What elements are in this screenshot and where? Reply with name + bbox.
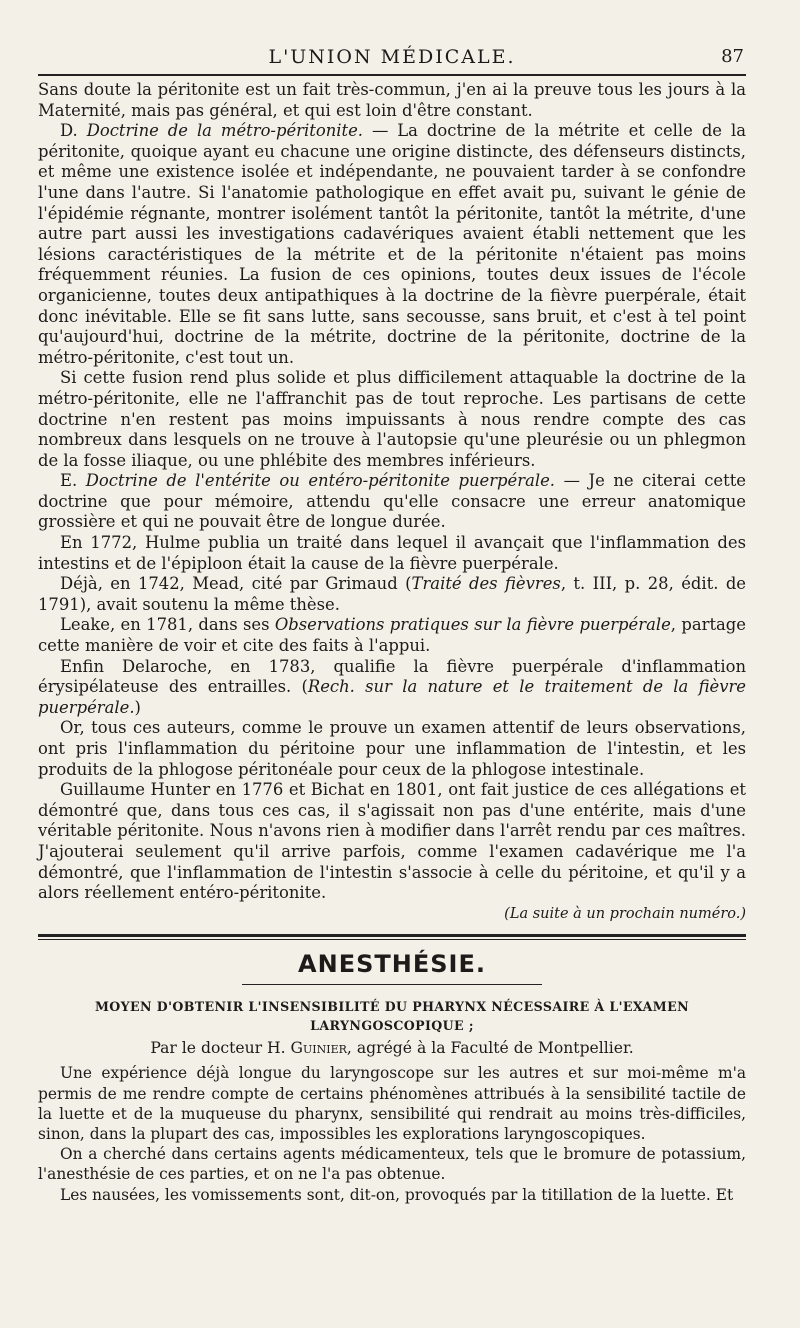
byline-prefix: Par le docteur: [150, 1039, 268, 1058]
delaroche-citation: Rech. sur la nature et le traitement de la fièvre puerpérale.: [38, 677, 746, 717]
section-e-paragraph: [38, 471, 746, 533]
author-name: H. Guinier: [267, 1039, 347, 1058]
mead-paragraph: [38, 574, 746, 615]
mead-citation: Traité des fièvres: [411, 574, 561, 594]
delaroche-text-a: Enfin Delaroche, en 1783, qualifie la fièvre puerpérale d'inflammation érysipélateuse des entrailles. (: [38, 656, 746, 697]
section-e-text: — Je ne citerai cette doctrine que pour mémoire, attendu qu'elle consacre une erreur anatomique grossière et qui ne pouvait être de longue durée.: [38, 471, 747, 532]
article-title: MOYEN D'OBTENIR L'INSENSIBILITÉ DU PHARYNX NÉCESSAIRE À L'EXAMEN LARYNGOSCOPIQUE ;: [94, 999, 690, 1034]
page-header: [38, 34, 746, 74]
header-rule: [38, 74, 746, 76]
mead-text-b: , t. III, p. 28, édit. de 1791), avait soutenu la même thèse.: [38, 574, 747, 614]
section-d-title: Doctrine de la métro-péritonite.: [86, 121, 363, 141]
anesthesie-paragraph-2: On a cherché dans certains agents médicamenteux, tels que le bromure de potassium, l'anesthésie de ces parties, et on ne l'a pas obtenue.: [38, 1145, 746, 1184]
anesthesie-paragraph-3: Les nausées, les vomissements sont, dit-on, provoqués par la titillation de la luette. Et: [60, 1185, 734, 1204]
leake-paragraph: [38, 615, 746, 656]
title-rule: [242, 984, 542, 985]
anesthesie-paragraph-1: Une expérience déjà longue du laryngoscope sur les autres et sur moi-même m'a permis de me rendre compte de certains phénomènes attribués à la sensibilité tactile de la luette et de la muqueuse du pharynx, sensibilité qui rendrait au moins très-difficiles, sinon, dans la plupart des cas, impossibles les explorations laryngoscopiques.: [38, 1064, 746, 1143]
section-title: ANESTHÉSIE.: [298, 950, 486, 979]
section-d-paragraph: [38, 121, 746, 368]
journal-page: [38, 34, 746, 1205]
article-continued: [38, 80, 746, 924]
opening-paragraph: Sans doute la péritonite est un fait très-commun, j'en ai la preuve tous les jours à la Maternité, mais pas général, et qui est loin d'être constant.: [38, 80, 746, 120]
mead-text-a: Déjà, en 1742, Mead, cité par Grimaud (: [60, 574, 412, 594]
section-d-text: — La doctrine de la métrite et celle de la péritonite, quoique ayant eu chacune une origine distincte, des défenseurs distincts, et même une existence isolée et indépendante, ne pouvaient tarder à se confondre l'une dans l'autre. Si l'anatomie pathologique en effet avait pu, suivant le génie de l'épidémie régnante, montrer isolément tantôt la péritonite, tantôt la métrite, d'une autre part aussi les investigations cadavériques avaient établi nettement que les lésions caractéristiques de la métrite et de la péritonite n'étaient pas moins fréquemment réunies. La fusion de ces opinions, toutes deux issues de l'école organicienne, toutes deux antipathiques à la doctrine de la fièvre puerpérale, était donc inévitable. Elle se fit sans lutte, sans secousse, sans bruit, et c'est à tel point qu'aujourd'hui, doctrine de la métrite, doctrine de la péritonite, doctrine de la métro-péritonite, c'est tout un.: [38, 121, 746, 367]
leake-citation: Observations pratiques sur la fièvre puerpérale: [274, 615, 671, 635]
section-d-letter: D.: [60, 121, 78, 141]
section-e-title: Doctrine de l'entérite ou entéro-péritonite puerpérale.: [85, 471, 556, 491]
byline: [38, 1039, 746, 1057]
page-number: 87: [721, 46, 744, 67]
leake-text-a: Leake, en 1781, dans ses: [60, 615, 275, 635]
running-title: L'UNION MÉDICALE.: [268, 46, 516, 68]
hunter-paragraph: Guillaume Hunter en 1776 et Bichat en 1801, ont fait justice de ces allégations et démontré que, dans tous ces cas, il s'agissait non pas d'une entérite, mais d'une véritable péritonite. Nous n'avons rien à modifier dans l'arrêt rendu par ces maîtres. J'ajouterai seulement qu'il arrive parfois, comme l'examen cadavérique me l'a démontré, que l'inflammation de l'intestin s'associe à celle du péritoine, et qu'il y a alors réellement entéro-péritonite.: [38, 780, 746, 903]
hulme-paragraph: En 1772, Hulme publia un traité dans lequel il avançait que l'inflammation des intestins et de l'épiploon était la cause de la fièvre puerpérale.: [38, 533, 746, 573]
delaroche-text-b: ): [134, 697, 141, 717]
byline-suffix: , agrégé à la Faculté de Montpellier.: [346, 1039, 634, 1058]
continuation-note: (La suite à un prochain numéro.): [504, 905, 746, 922]
section-divider: [38, 934, 746, 940]
leake-text-b: , partage cette manière de voir et cite des faits à l'appui.: [38, 615, 746, 656]
section-d-paragraph-2: Si cette fusion rend plus solide et plus difficilement attaquable la doctrine de la métro-péritonite, elle ne l'affranchit pas de tout reproche. Les partisans de cette doctrine n'en restent pas moins impuissants à nous rendre compte des cas nombreux dans lesquels on ne trouve à l'autopsie qu'une pleurésie ou un phlegmon de la fosse iliaque, ou une phlébite des membres inférieurs.: [38, 368, 746, 470]
delaroche-paragraph: [38, 657, 746, 719]
anesthesie-body: [38, 1063, 746, 1204]
section-e-letter: E.: [60, 471, 78, 491]
auteurs-paragraph: Or, tous ces auteurs, comme le prouve un examen attentif de leurs observations, ont pris l'inflammation du péritoine pour une inflammation de l'intestin, et les produits de la phlogose péritonéale pour ceux de la phlogose intestinale.: [38, 718, 746, 779]
